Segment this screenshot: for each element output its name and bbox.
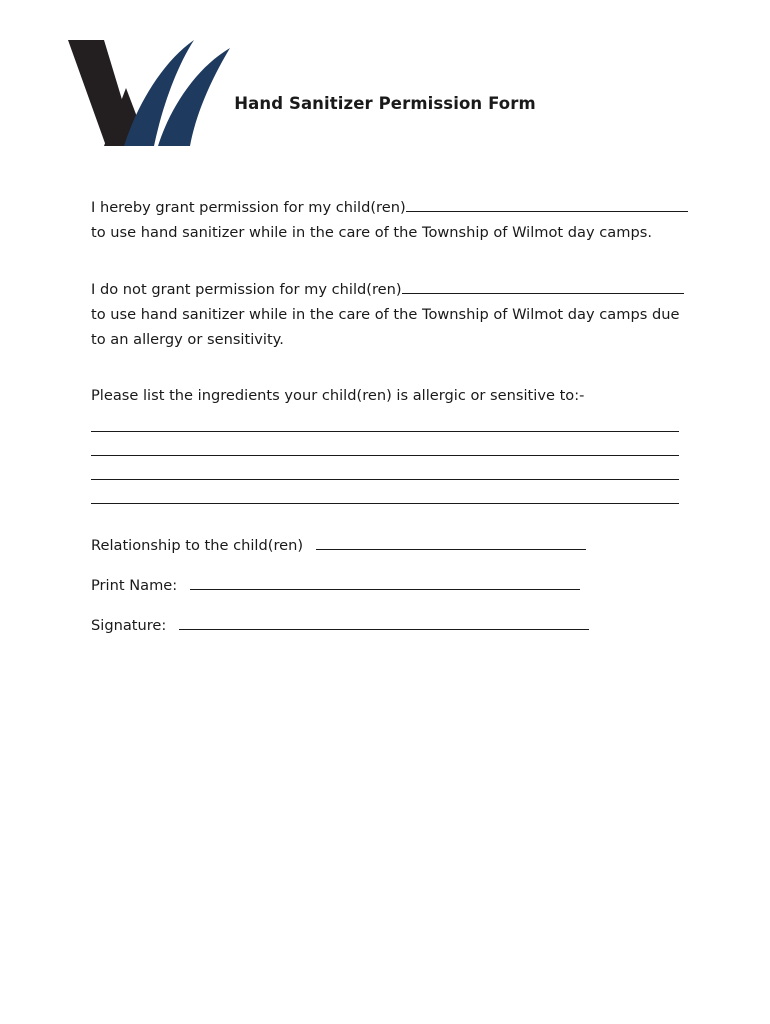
deny-line-3: to an allergy or sensitivity. xyxy=(91,331,284,348)
deny-line-2: to use hand sanitizer while in the care of the Township of Wilmot day camps due xyxy=(91,306,680,323)
ingredients-field-2[interactable] xyxy=(91,432,679,456)
grant-text: I hereby grant permission for my child(ren) xyxy=(91,199,406,216)
grant-line-2: to use hand sanitizer while in the care of the Township of Wilmot day camps. xyxy=(91,224,652,241)
relationship-field[interactable] xyxy=(316,532,586,550)
print-name-row xyxy=(91,572,731,612)
form-title xyxy=(0,94,770,113)
deny-text: I do not grant permission for my child(ren) xyxy=(91,281,402,298)
grant-permission-section xyxy=(91,194,731,245)
grant-line-1 xyxy=(91,194,731,220)
grant-child-name-field[interactable] xyxy=(406,194,688,212)
deny-child-name-field[interactable] xyxy=(402,276,684,294)
ingredients-section xyxy=(91,383,731,504)
relationship-label: Relationship to the child(ren) xyxy=(91,537,304,554)
deny-line-1 xyxy=(91,276,731,302)
ingredients-field-3[interactable] xyxy=(91,456,679,480)
print-name-label: Print Name: xyxy=(91,577,178,594)
ingredients-label: Please list the ingredients your child(ren) is allergic or sensitive to:- xyxy=(91,387,585,404)
form-body xyxy=(91,194,731,652)
relationship-row xyxy=(91,532,731,572)
signature-label: Signature: xyxy=(91,617,167,634)
signature-field[interactable] xyxy=(179,612,589,630)
form-title-text: Hand Sanitizer Permission Form xyxy=(234,94,536,113)
signature-row xyxy=(91,612,731,652)
ingredients-field-1[interactable] xyxy=(91,408,679,432)
ingredients-field-4[interactable] xyxy=(91,480,679,504)
print-name-field[interactable] xyxy=(190,572,580,590)
deny-permission-section xyxy=(91,276,731,352)
